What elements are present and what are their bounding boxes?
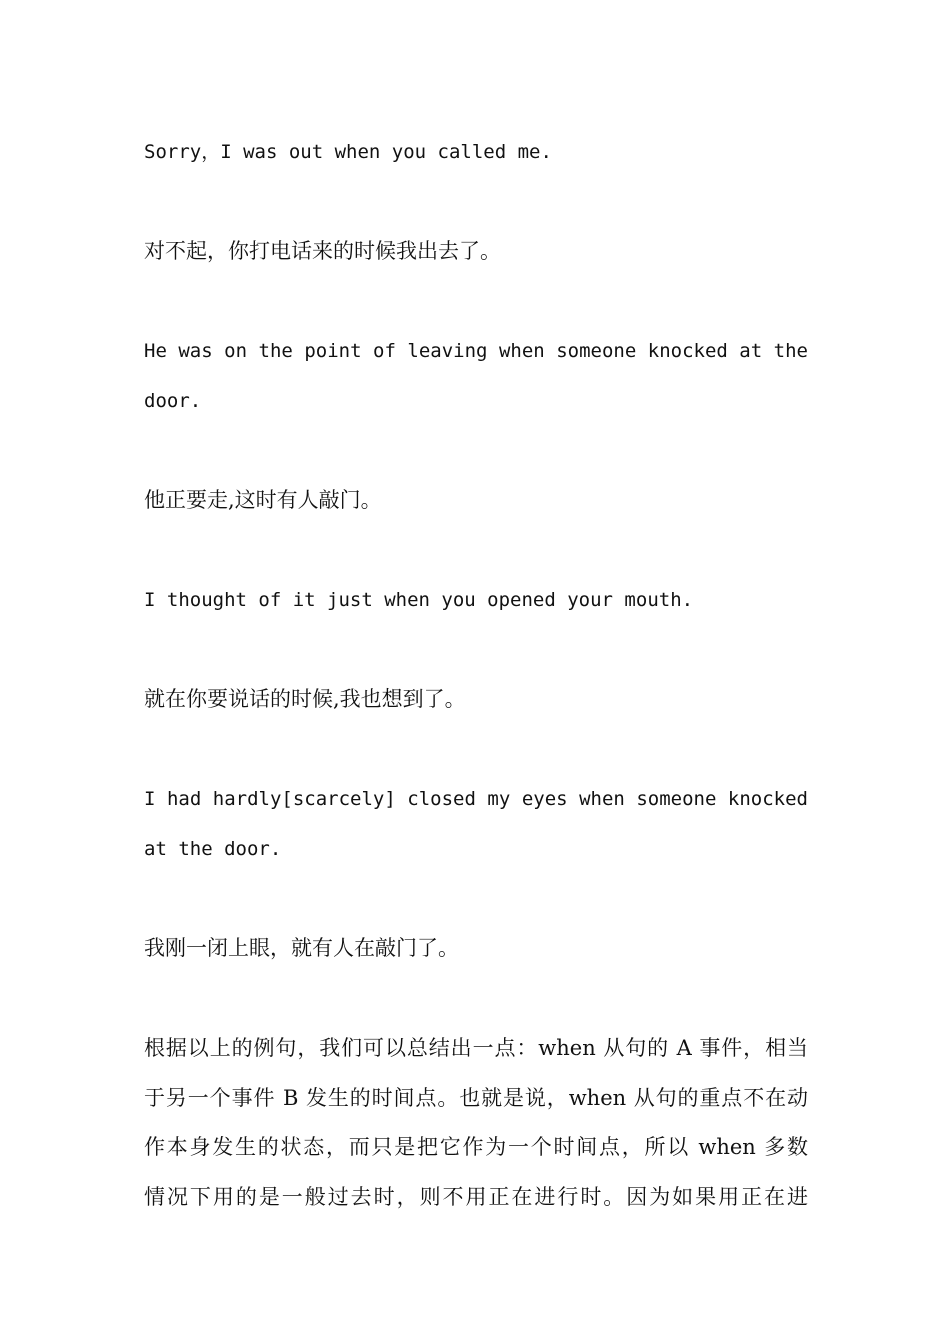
example-translation-zh: 我刚一闭上眼，就有人在敲门了。 [144,936,459,960]
example-translation-zh: 对不起，你打电话来的时候我出去了。 [144,239,501,263]
example-sentence-en: I thought of it just when you opened your mouth. [144,589,694,611]
summary-paragraph-line: 情况下用的是一般过去时，则不用正在进行时。因为如果用正在进 [144,1185,808,1209]
example-translation-zh: 就在你要说话的时候,我也想到了。 [144,687,466,711]
summary-paragraph-line: 根据以上的例句，我们可以总结出一点：when 从句的 A 事件，相当 [144,1036,808,1060]
example-sentence-en: Sorry，I was out when you called me. [144,141,552,163]
summary-paragraph-line: 作本身发生的状态，而只是把它作为一个时间点，所以 when 多数 [144,1135,808,1159]
example-sentence-en: He was on the point of leaving when someone knocked at the [144,340,808,362]
example-sentence-en-continued: at the door. [144,838,282,860]
example-sentence-en: I had hardly[scarcely] closed my eyes when someone knocked [144,788,808,810]
example-sentence-en-continued: door. [144,390,202,412]
example-translation-zh: 他正要走,这时有人敲门。 [144,488,382,512]
summary-paragraph-line: 于另一个事件 B 发生的时间点。也就是说，when 从句的重点不在动 [144,1086,808,1110]
